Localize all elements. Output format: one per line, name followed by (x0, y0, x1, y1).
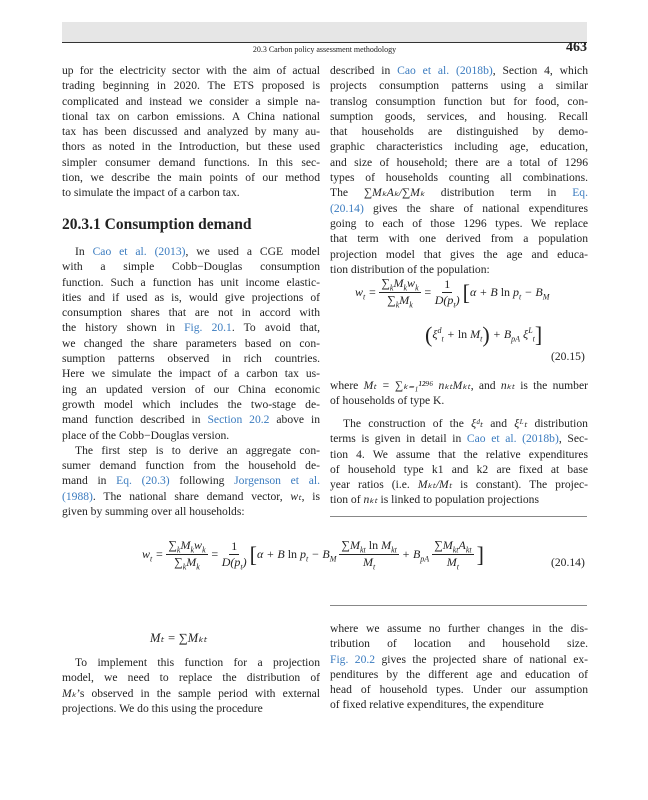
reference-link[interactable]: Cao et al. (2018b) (466, 432, 559, 446)
reference-link[interactable]: Fig. 20.1 (184, 321, 232, 335)
text-span: place of the Cobb−Douglas version. (62, 428, 230, 442)
text-span: Here we simulate the impact of a carbon tax us- (62, 367, 320, 381)
right-column-where (330, 378, 588, 409)
text-line (62, 155, 320, 170)
text-span: going to each of those 1296 types. We replace (330, 216, 588, 230)
text-span: head of household types. Under our assumption (330, 683, 588, 697)
reference-link[interactable]: Cao et al. (2018b) (397, 64, 493, 77)
text-span: we changed the share parameters based on con- (62, 336, 320, 350)
text-span: is linked to population projections (377, 493, 539, 507)
text-line (330, 621, 588, 636)
text-span: thors as noted in the Introduction, but these used (62, 140, 320, 154)
text-line (330, 139, 588, 154)
text-span: The construction of the (343, 417, 472, 430)
text-span: sumption goods, services, and housing. Recall (330, 109, 588, 123)
reference-link[interactable]: Fig. 20.2 (330, 652, 376, 666)
text-span: up for the electricity sector with the aim of actual (62, 64, 320, 77)
right-column-top (330, 63, 588, 277)
text-span: wₜ (290, 489, 302, 503)
right-column-bottom (330, 621, 588, 713)
text-line (330, 492, 588, 507)
reference-link[interactable]: (1988) (62, 489, 93, 503)
text-line (62, 139, 320, 154)
text-span: with a simple Cobb−Douglas consumption (62, 260, 320, 274)
text-span: Mₖₜ/Mₜ (417, 478, 453, 492)
text-line (330, 416, 588, 431)
text-span: tax has been discussed and analyzed by many au- (62, 125, 320, 139)
reference-link[interactable]: Cao et al. (2013) (92, 245, 186, 258)
text-span: projections. We do this using the procedure (62, 701, 263, 715)
text-span: gives the projected share of national ex- (375, 652, 588, 666)
text-line (330, 78, 588, 93)
text-span: ities and if used as is, would give projections of (62, 290, 320, 304)
text-span: that term with one derived from a population (330, 232, 588, 246)
text-line (62, 504, 320, 519)
text-span: simpler consumer demand functions. In this sec- (62, 155, 320, 169)
text-span: ξᵈₜ (471, 417, 484, 430)
text-line (330, 201, 588, 216)
equation-20-14: $w_t$ = $\frac{\sum_kM_kw_k}{\sum_kM_k}$ = $\frac{1}{D(p_t)}$ [ α + B $\ln p_t - B_M$ $\frac{\sum M_{kt} \ln M_{kt}}{M_t}$ + $B_{pA}$ $\frac{\sum M_{kt}A_{kt}}{M_t}$ ] (142, 538, 484, 572)
text-line (330, 109, 588, 124)
text-span: consumption shares that are not in accord with (62, 306, 320, 320)
text-line (330, 697, 588, 712)
text-span: projects consumption patterns using a similar (330, 79, 588, 93)
text-span: is constant). The projec- (452, 478, 588, 492)
text-line (330, 636, 588, 651)
text-span: ξᴸₜ (514, 417, 528, 430)
reference-link[interactable]: Eq. (572, 186, 588, 200)
page-number: 463 (566, 40, 587, 55)
text-span: given by summing over all households: (62, 505, 245, 519)
text-span: , Sec- (558, 432, 588, 446)
text-span: distribution term in (424, 186, 573, 200)
equation-20-15-line2: ( $\xi^d_t + \ln M_t$ ) + $B_{pA}$ $\xi^L_t$ ] (425, 322, 543, 347)
divider-bottom (330, 605, 587, 606)
text-line (330, 231, 588, 246)
text-line (330, 393, 588, 408)
text-line (62, 351, 320, 366)
text-span: function. Such a function has unit income elastic- (62, 275, 320, 289)
text-line (330, 378, 588, 393)
text-span: tion 4. We assume that the relative expenditures (330, 447, 588, 461)
text-span: nₖₜ (363, 493, 378, 507)
text-line (62, 244, 320, 259)
text-span: , is (301, 489, 321, 503)
text-line (62, 336, 320, 351)
text-line (62, 366, 320, 381)
text-line (330, 462, 588, 477)
text-line (62, 94, 320, 109)
text-line (330, 124, 588, 139)
text-span: mand in (62, 474, 117, 488)
text-line (62, 443, 320, 458)
text-span: mand function described in (62, 413, 208, 427)
text-line (330, 667, 588, 682)
text-span: tion distribution of the population: (330, 262, 490, 276)
text-span: Mₜ = ∑ₖ₌₁¹²⁹⁶ nₖₜMₖₜ (363, 379, 471, 392)
reference-link[interactable]: Section 20.2 (207, 413, 270, 427)
text-line (330, 447, 588, 462)
text-span: tribution of location and household size. (330, 637, 588, 651)
text-span: sumption patterns observed in rich countries. (62, 352, 320, 366)
text-line (62, 170, 320, 185)
header-bar (62, 22, 587, 43)
text-span: , we used a CGE model (185, 245, 320, 258)
text-line (62, 109, 320, 124)
text-line (330, 63, 588, 78)
text-line (330, 682, 588, 697)
text-span: ∑MₖAₖ/∑Mₖ (363, 186, 425, 200)
text-span: penditures by the different age and education of (330, 667, 588, 681)
text-span: The (330, 186, 364, 200)
text-line (330, 477, 588, 492)
text-line (62, 320, 320, 335)
equation-20-15-line1: $w_t$ = $\frac{\sum_kM_kw_k}{\sum_kM_k}$ = $\frac{1}{D(p_t)}$ [ α + B $\ln p_t - B_M$ (355, 276, 550, 310)
text-line (62, 670, 320, 685)
text-line (62, 428, 320, 443)
text-span: To implement this function for a projection (75, 656, 320, 669)
text-span: above in (269, 413, 320, 427)
text-line (62, 78, 320, 93)
text-span: terms is given in detail in (330, 432, 467, 446)
text-line (62, 124, 320, 139)
text-line (62, 382, 320, 397)
equation-number-20-15: (20.15) (551, 350, 585, 363)
text-span: , Section 4, which (492, 64, 588, 77)
text-span: ’s observed in the sample period with external (76, 686, 320, 700)
text-line (330, 652, 588, 667)
text-line (330, 247, 588, 262)
text-span: . The national share demand vector, (92, 489, 291, 503)
text-span: and size of household; there are a total of 1296 (330, 155, 588, 169)
text-line (62, 412, 320, 427)
text-span: growth model which includes the two-stage de- (62, 397, 320, 411)
text-span: gives the share of national expenditures (363, 201, 588, 215)
text-span: ing an updated version of our China economic (62, 382, 320, 396)
text-line (62, 290, 320, 305)
text-line (62, 655, 320, 670)
equation-mt-sum: Mₜ = ∑Mₖₜ (150, 631, 208, 645)
text-line (62, 275, 320, 290)
text-line (330, 155, 588, 170)
text-line (62, 185, 320, 200)
text-span: is the number (514, 379, 588, 392)
text-line (62, 259, 320, 274)
text-span: translog consumption function but for food, con- (330, 94, 588, 108)
text-line (62, 397, 320, 412)
text-line (330, 216, 588, 231)
equation-number-20-14: (20.14) (551, 556, 585, 569)
text-span: types of households counting all combinations. (330, 171, 588, 185)
text-span: tion, we describe the main points of our method (62, 171, 320, 185)
text-span: . To avoid that, (231, 321, 320, 335)
text-line (62, 686, 320, 701)
section-heading: 20.3.1 Consumption demand (62, 216, 252, 233)
text-span: the history shown in (62, 321, 185, 335)
text-span: model, we need to replace the distribution of (62, 671, 320, 685)
text-span: year ratios (i.e. (330, 478, 418, 492)
text-line (62, 473, 320, 488)
text-span: projection model that gives the age and educa- (330, 247, 588, 261)
right-column-mid (330, 416, 588, 508)
text-span: described in (330, 64, 398, 77)
text-span: nₖₜ (500, 379, 515, 392)
reference-link[interactable]: (20.14) (330, 201, 364, 215)
text-span: of fixed relative expenditures, the expenditure (330, 698, 544, 712)
text-line (62, 701, 320, 716)
text-span: Mₖ (62, 686, 77, 700)
text-line (330, 185, 588, 200)
text-span: to simulate the impact of a carbon tax. (62, 186, 240, 200)
text-span: The first step is to derive an aggregate con- (75, 443, 320, 457)
text-line (330, 94, 588, 109)
text-span: complicated and instead we consider a simple na- (62, 94, 320, 108)
text-line (62, 305, 320, 320)
text-span: In (75, 245, 93, 258)
left-column-body (62, 244, 320, 519)
text-span: trading beginning in 2020. The ETS proposed is (62, 79, 320, 93)
text-span: tion of (330, 493, 364, 507)
text-span: where (330, 379, 364, 392)
divider-top (330, 516, 587, 517)
text-span: that households are distinguished by demo- (330, 125, 588, 139)
reference-link[interactable]: Jorgenson et al. (234, 474, 320, 488)
text-span: distribution (527, 417, 588, 430)
left-column-intro (62, 63, 320, 201)
text-line (62, 489, 320, 504)
text-span: graphic characteristics including age, education, (330, 140, 588, 154)
text-span: of household type k1 and k2 are fixed at base (330, 462, 588, 476)
text-span: of households of type K. (330, 394, 445, 408)
reference-link[interactable]: Eq. (20.3) (116, 474, 170, 488)
left-column-bottom (62, 655, 320, 716)
text-line (330, 170, 588, 185)
text-span: tional tax on carbon emissions. A China national (62, 109, 320, 123)
text-line (62, 458, 320, 473)
text-line (330, 262, 588, 277)
text-span: where we assume no further changes in the dis- (330, 622, 588, 635)
running-header: 20.3 Carbon policy assessment methodology (252, 45, 397, 54)
text-span: following (169, 474, 235, 488)
text-line (330, 431, 588, 446)
text-span: , and (470, 379, 501, 392)
text-line (62, 63, 320, 78)
text-span: sumer demand function from the household de- (62, 459, 320, 473)
text-span: and (483, 417, 515, 430)
